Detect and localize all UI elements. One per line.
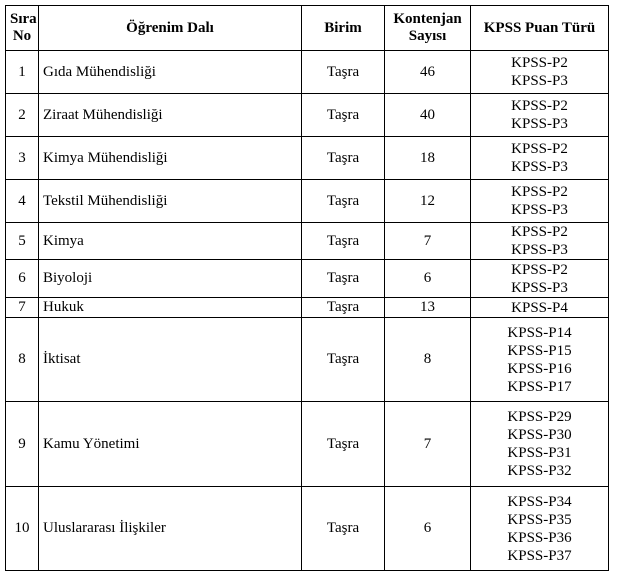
table-row	[6, 51, 609, 94]
table-row	[6, 180, 609, 223]
kpss-score-type: KPSS-P3	[511, 242, 568, 258]
program-name: Ziraat Mühendisliği	[39, 94, 302, 137]
unit-cell: Taşra	[302, 223, 385, 260]
header-kpss: KPSS Puan Türü	[471, 6, 609, 51]
table-row	[6, 318, 609, 402]
kpss-score-type: KPSS-P17	[507, 378, 572, 395]
table-row	[6, 94, 609, 137]
header-unit: Birim	[302, 6, 385, 51]
kpss-cell	[471, 137, 609, 180]
quota-cell: 7	[385, 402, 471, 487]
header-quota-line1: Kontenjan	[393, 11, 462, 27]
header-quota-line2: Sayısı	[408, 28, 447, 44]
quota-cell: 13	[385, 298, 471, 318]
kpss-cell	[471, 94, 609, 137]
table-row	[6, 487, 609, 571]
kpss-cell	[471, 223, 609, 260]
kpss-score-type: KPSS-P3	[511, 279, 568, 296]
row-number: 7	[6, 298, 39, 318]
quota-cell: 8	[385, 318, 471, 402]
program-name: Biyoloji	[39, 260, 302, 298]
header-row	[6, 6, 609, 51]
unit-cell: Taşra	[302, 180, 385, 223]
kpss-score-type: KPSS-P2	[511, 55, 568, 71]
row-number: 6	[6, 260, 39, 298]
unit-cell: Taşra	[302, 402, 385, 487]
kpss-score-type: KPSS-P34	[507, 493, 572, 510]
kpss-score-type: KPSS-P35	[507, 511, 572, 528]
unit-cell: Taşra	[302, 318, 385, 402]
table-row	[6, 223, 609, 260]
program-name: Tekstil Mühendisliği	[39, 180, 302, 223]
program-name: Uluslararası İlişkiler	[39, 487, 302, 571]
program-name: Kamu Yönetimi	[39, 402, 302, 487]
kpss-score-type: KPSS-P2	[511, 141, 568, 157]
kpss-score-type: KPSS-P3	[511, 73, 568, 89]
table-row	[6, 298, 609, 318]
kpss-score-type: KPSS-P31	[507, 445, 572, 461]
kpss-score-type: KPSS-P4	[511, 299, 568, 316]
quota-cell: 6	[385, 487, 471, 571]
unit-cell: Taşra	[302, 51, 385, 94]
row-number: 5	[6, 223, 39, 260]
kpss-cell	[471, 51, 609, 94]
kpss-cell	[471, 298, 609, 318]
kpss-score-type: KPSS-P32	[507, 463, 572, 479]
kpss-cell	[471, 487, 609, 571]
kpss-cell	[471, 180, 609, 223]
kpss-score-type: KPSS-P2	[511, 98, 568, 114]
kpss-cell	[471, 402, 609, 487]
row-number: 8	[6, 318, 39, 402]
kpss-score-type: KPSS-P36	[507, 529, 572, 546]
header-no	[6, 6, 39, 51]
kpss-score-type: KPSS-P14	[507, 324, 572, 341]
kpss-score-type: KPSS-P3	[511, 202, 568, 218]
header-program: Öğrenim Dalı	[39, 6, 302, 51]
kpss-score-type: KPSS-P37	[507, 547, 572, 564]
row-number: 2	[6, 94, 39, 137]
table-body	[6, 51, 609, 571]
unit-cell: Taşra	[302, 487, 385, 571]
header-no-line1: Sıra	[10, 11, 37, 27]
kpss-score-type: KPSS-P29	[507, 409, 572, 425]
quota-cell: 6	[385, 260, 471, 298]
kpss-score-type: KPSS-P2	[511, 224, 568, 240]
program-name: İktisat	[39, 318, 302, 402]
kpss-score-type: KPSS-P3	[511, 159, 568, 175]
kpss-score-type: KPSS-P3	[511, 116, 568, 132]
unit-cell: Taşra	[302, 260, 385, 298]
table-row	[6, 260, 609, 298]
quota-table	[5, 5, 609, 571]
header-quota	[385, 6, 471, 51]
program-name: Kimya	[39, 223, 302, 260]
program-name: Kimya Mühendisliği	[39, 137, 302, 180]
program-name: Gıda Mühendisliği	[39, 51, 302, 94]
unit-cell: Taşra	[302, 298, 385, 318]
kpss-score-type: KPSS-P15	[507, 342, 572, 359]
row-number: 10	[6, 487, 39, 571]
kpss-score-type: KPSS-P30	[507, 427, 572, 443]
program-name: Hukuk	[39, 298, 302, 318]
row-number: 4	[6, 180, 39, 223]
row-number: 9	[6, 402, 39, 487]
kpss-score-type: KPSS-P16	[507, 360, 572, 377]
table-row	[6, 137, 609, 180]
unit-cell: Taşra	[302, 94, 385, 137]
row-number: 3	[6, 137, 39, 180]
unit-cell: Taşra	[302, 137, 385, 180]
quota-cell: 7	[385, 223, 471, 260]
kpss-cell	[471, 260, 609, 298]
kpss-score-type: KPSS-P2	[511, 261, 568, 278]
kpss-cell	[471, 318, 609, 402]
header-no-line2: No	[12, 28, 32, 44]
kpss-score-type: KPSS-P2	[511, 184, 568, 200]
quota-cell: 12	[385, 180, 471, 223]
quota-cell: 40	[385, 94, 471, 137]
quota-cell: 46	[385, 51, 471, 94]
row-number: 1	[6, 51, 39, 94]
table-row	[6, 402, 609, 487]
quota-cell: 18	[385, 137, 471, 180]
